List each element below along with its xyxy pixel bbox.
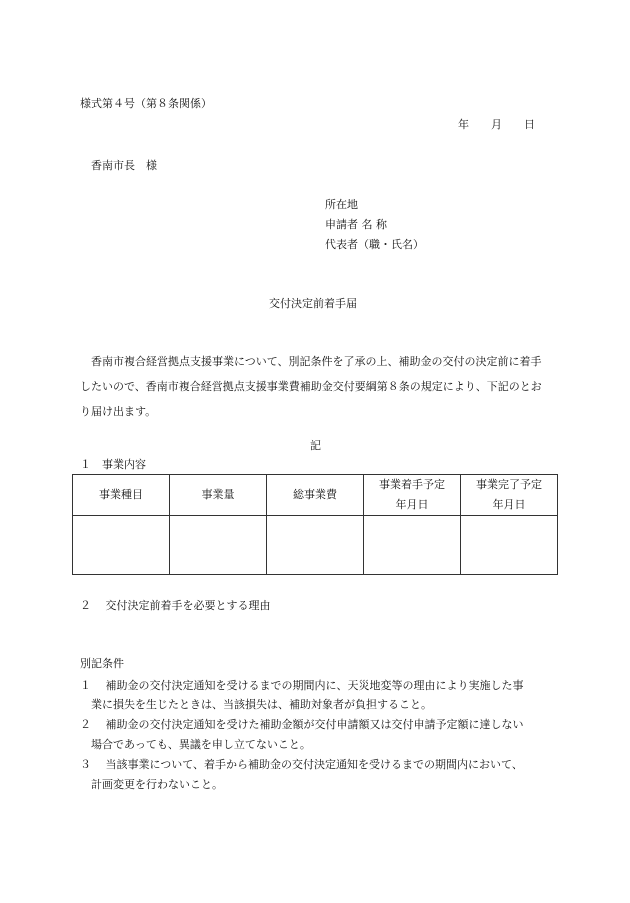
table-header-row <box>73 475 558 516</box>
header-cell-total-cost: 総事業費 <box>267 475 364 516</box>
condition-1-line2: 業に損失を生じたときは、当該損失は、補助対象者が負担すること。 <box>80 698 432 711</box>
start-date-line1: 事業着手予定 <box>379 478 445 491</box>
end-date-line1: 事業完了予定 <box>476 478 542 491</box>
header-cell-start-date <box>364 475 461 516</box>
applicant-address-label: 所在地 <box>325 198 358 211</box>
section2-label: ２ 交付決定前着手を必要とする理由 <box>80 599 271 612</box>
end-date-line2: 年月日 <box>492 498 526 511</box>
document-title: 交付決定前着手届 <box>269 297 357 310</box>
section1-label: １ 事業内容 <box>80 458 146 471</box>
header-cell-business-type: 事業種目 <box>73 475 170 516</box>
ki-heading: 記 <box>310 439 321 452</box>
table-cell-business-type <box>73 516 170 575</box>
condition-1-line1: １ 補助金の交付決定通知を受けるまでの期間内に、天災地変等の理由により実施した事 <box>80 679 524 692</box>
header-cell-end-date <box>461 475 558 516</box>
condition-3-line2: 計画変更を行わないこと。 <box>80 778 223 791</box>
date-placeholder: 年 月 日 <box>458 118 535 131</box>
table-row <box>73 516 558 575</box>
table-cell-business-volume <box>170 516 267 575</box>
start-date-line2: 年月日 <box>395 498 429 511</box>
applicant-representative-label: 代表者（職・氏名） <box>325 238 424 251</box>
body-paragraph: 香南市複合経営拠点支援事業について、別記条件を了承の上、補助金の交付の決定前に着手したいので、香南市複合経営拠点支援事業費補助金交付要綱第８条の規定により、下記のとおり届け出ます。 <box>80 355 542 418</box>
form-number: 様式第４号（第８条関係） <box>80 97 212 110</box>
table-cell-start-date <box>364 516 461 575</box>
applicant-name-label: 申請者 名 称 <box>325 218 387 231</box>
condition-3-line1: ３ 当該事業について、着手から補助金の交付決定通知を受けるまでの期間内において、 <box>80 758 523 771</box>
table-cell-total-cost <box>267 516 364 575</box>
business-content-table <box>72 474 558 575</box>
addressee: 香南市長 様 <box>91 159 157 172</box>
condition-2-line1: ２ 補助金の交付決定通知を受けた補助金額が交付申請額又は交付申請予定額に達しない <box>80 718 524 731</box>
condition-2-line2: 場合であっても、異議を申し立てないこと。 <box>80 738 311 751</box>
table-cell-end-date <box>461 516 558 575</box>
header-cell-business-volume: 事業量 <box>170 475 267 516</box>
conditions-heading: 別記条件 <box>80 657 124 670</box>
